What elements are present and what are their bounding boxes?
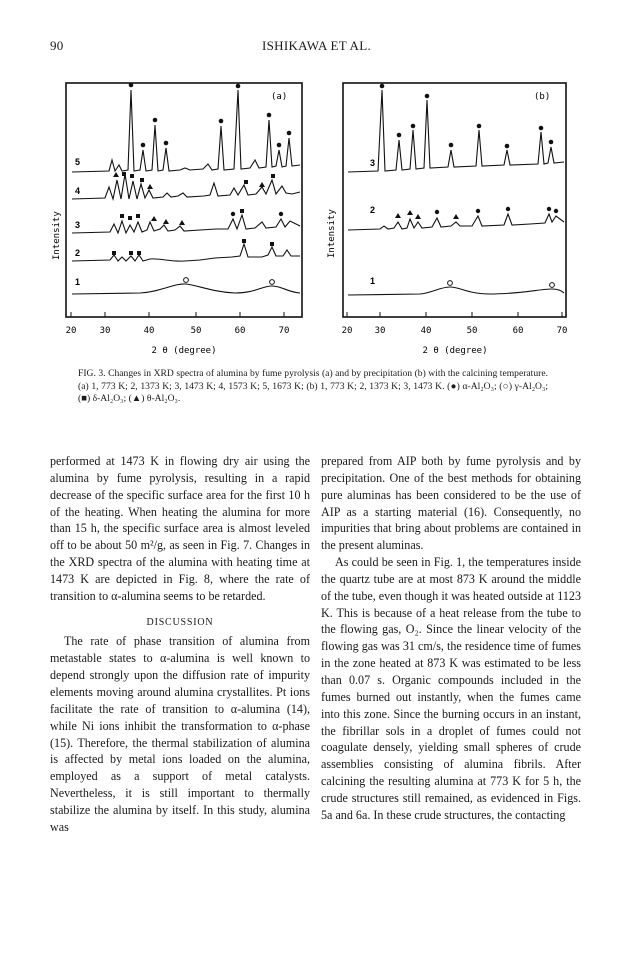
alpha-marker [449, 143, 454, 148]
alpha-marker [435, 210, 439, 214]
delta-marker [137, 251, 141, 255]
svg-text:20: 20 [341, 326, 353, 336]
panel-a-curve-2 [72, 244, 300, 261]
theta-marker [113, 172, 119, 177]
panel-a-curve-1 [72, 284, 300, 294]
alpha-marker [549, 140, 554, 145]
panel-b-label-3: 3 [370, 158, 376, 168]
delta-marker [129, 251, 133, 255]
left-column [50, 453, 310, 836]
svg-text:30: 30 [99, 326, 111, 336]
alpha-marker [380, 84, 385, 89]
theta-marker [395, 213, 401, 218]
alpha-marker [219, 119, 224, 124]
alpha-marker [505, 144, 510, 149]
delta-marker [240, 209, 244, 213]
delta-marker [136, 214, 140, 218]
alpha-marker [164, 141, 169, 146]
panel-a-tag: (a) [271, 92, 288, 102]
alpha-marker [411, 124, 416, 129]
panel-a-xtick-labels [66, 326, 290, 336]
delta-marker [122, 172, 126, 176]
alpha-marker [141, 143, 146, 148]
delta-marker [130, 174, 134, 178]
svg-text:60: 60 [234, 326, 246, 336]
panel-b-label-1: 1 [370, 276, 376, 286]
svg-text:50: 50 [466, 326, 478, 336]
theta-marker [407, 210, 413, 215]
right-paragraph-1: prepared from AIP both by fume pyrolysis and by precipitation. One of the best methods for obtaining pure aluminas has been considered to be the use of AIP as a starting material (16). Consequently, no impurities that bring about problems are contained in the present aluminas. [321, 454, 581, 553]
delta-marker [242, 239, 246, 243]
panel-a-label-4: 4 [75, 186, 81, 196]
alpha-marker [476, 209, 480, 213]
running-title: ISHIKAWA ET AL. [262, 38, 372, 53]
gamma-marker [270, 280, 275, 285]
panel-a-xlabel: 2 θ (degree) [151, 346, 217, 356]
panel-b-xlabel: 2 θ (degree) [422, 346, 488, 356]
alpha-marker [277, 143, 282, 148]
panel-b-gamma-markers [448, 281, 555, 288]
alpha-marker [129, 83, 134, 88]
theta-marker [179, 220, 185, 225]
section-heading: DISCUSSION [146, 616, 214, 628]
alpha-marker [397, 133, 402, 138]
figure-caption: FIG. 3. Changes in XRD spectra of alumina by fume pyrolysis (a) and by precipitation (b) with the calcining temperature. (a) 1, 773 K; 2, 1373 K; 3, 1473 K; 4, 1573 K; 5, 1673 K; (b) 1, 773 K; 2, 1373 K; 3, 1473 K. (●) α-Al₂O₃; (○) γ-Al₂O₃; (■) δ-Al₂O₃; (▲) θ-Al₂O₃. [78, 368, 548, 404]
theta-marker [259, 182, 265, 187]
theta-marker [453, 214, 459, 219]
panel-b-markers [380, 84, 559, 219]
delta-marker [112, 251, 116, 255]
delta-marker [128, 216, 132, 220]
gamma-marker [184, 278, 189, 283]
left-paragraph-1: performed at 1473 K in flowing dry air using the alumina by fume pyrolysis, resulting in a rapid decrease of the specific surface area for the first 10 h of the heating. When heating the alumina for more than 15 h, the specific surface area is almost leveled off to be about 50 m²/g, as seen in Fig. 7. Changes in the XRD spectra of the alumina with heating time at 1473 K are depicted in Fig. 8, where the rate of transition to α-alumina seems to be retarded. [50, 454, 310, 603]
panel-a-label-2: 2 [75, 248, 81, 258]
svg-text:70: 70 [556, 326, 568, 336]
alpha-marker [267, 113, 272, 118]
svg-text:20: 20 [65, 326, 77, 336]
panel-a-curve-4 [72, 174, 300, 199]
alpha-marker [231, 212, 235, 216]
delta-marker [120, 214, 124, 218]
alpha-marker [425, 94, 430, 99]
panel-a-curve-3 [72, 215, 300, 233]
panel-a-label-5: 5 [75, 157, 81, 167]
alpha-marker [539, 126, 544, 131]
alpha-marker [554, 209, 558, 213]
theta-marker [415, 214, 421, 219]
delta-marker [244, 180, 248, 184]
theta-marker [151, 216, 157, 221]
alpha-marker [236, 84, 241, 89]
alpha-marker [279, 212, 283, 216]
delta-marker [270, 242, 274, 246]
panel-b-xtick-labels [342, 326, 568, 336]
svg-text:50: 50 [190, 326, 202, 336]
right-column [321, 453, 581, 824]
alpha-marker [506, 207, 510, 211]
panel-b-curve-1 [348, 287, 564, 295]
svg-text:40: 40 [143, 326, 155, 336]
panel-a-curve-labels [75, 157, 80, 287]
alpha-marker [153, 118, 158, 123]
delta-marker [271, 174, 275, 178]
panel-a-label-1: 1 [75, 277, 81, 287]
page-number: 90 [50, 38, 64, 53]
panel-b-curve-3 [348, 90, 564, 172]
left-paragraph-2: The rate of phase transition of alumina from metastable states to α-alumina is well known to depend strongly upon the diffusion rate of impurity elements moving around alumina crystallites. Pt ions facilitate the rate of transition to α-alumina (14), while Ni ions inhibit the transformation to α-phase (15). Therefore, the thermal stabilization of alumina is affected by metal ions loaded on the alumina, employed as a support of metal catalysts. Nevertheless, it is still important to thermally stabilize the alumina by itself. In this study, alumina was [50, 634, 310, 834]
svg-text:60: 60 [512, 326, 524, 336]
gamma-marker [448, 281, 453, 286]
right-paragraph-2: As could be seen in Fig. 1, the temperatures inside the quartz tube are at most 873 K around the middle of the tube, even though it was heated outside at 1123 K. This is because of a heat release from the tube to the flowing gas, O₂. Since the linear velocity of the flowing gas was 31 cm/s, the residence time of fumes in the zone heated at 873 K was estimated to be less than 0.07 s. Organic compounds included in the fumes burned out instantly, when the fumes came into this zone. Since the burning occurs in an instant, the fibrillar sols in a droplet of fumes could not coagulate densely, yielding small spheres of crude assemblies consisting of alumina fibrils. After calcining the resulting alumina at 773 K for 5 h, the crude structures still remained, as evidenced in Figs. 5a and 6a. In these crude structures, the contacting [321, 555, 581, 822]
panel-a-ylabel: Intensity [52, 211, 62, 260]
panel-a-label-3: 3 [75, 220, 81, 230]
panel-a-curve-5 [72, 90, 300, 172]
gamma-marker [550, 283, 555, 288]
panel-b-tag: (b) [534, 92, 551, 102]
panel-b-curves [348, 90, 564, 295]
panel-a-curves [72, 90, 300, 294]
panel-b-curve-labels [370, 158, 375, 286]
svg-text:40: 40 [420, 326, 432, 336]
alpha-marker [477, 124, 482, 129]
panel-b-ylabel: Intensity [327, 209, 337, 258]
theta-marker [163, 219, 169, 224]
alpha-marker [287, 131, 292, 136]
panel-b-label-2: 2 [370, 205, 376, 215]
panel-b-frame [343, 83, 566, 317]
alpha-marker [547, 207, 551, 211]
theta-marker [147, 184, 153, 189]
panel-a-gamma-markers [184, 278, 275, 285]
xrd-figure [0, 0, 624, 362]
delta-marker [140, 178, 144, 182]
svg-text:30: 30 [374, 326, 386, 336]
svg-text:70: 70 [278, 326, 290, 336]
